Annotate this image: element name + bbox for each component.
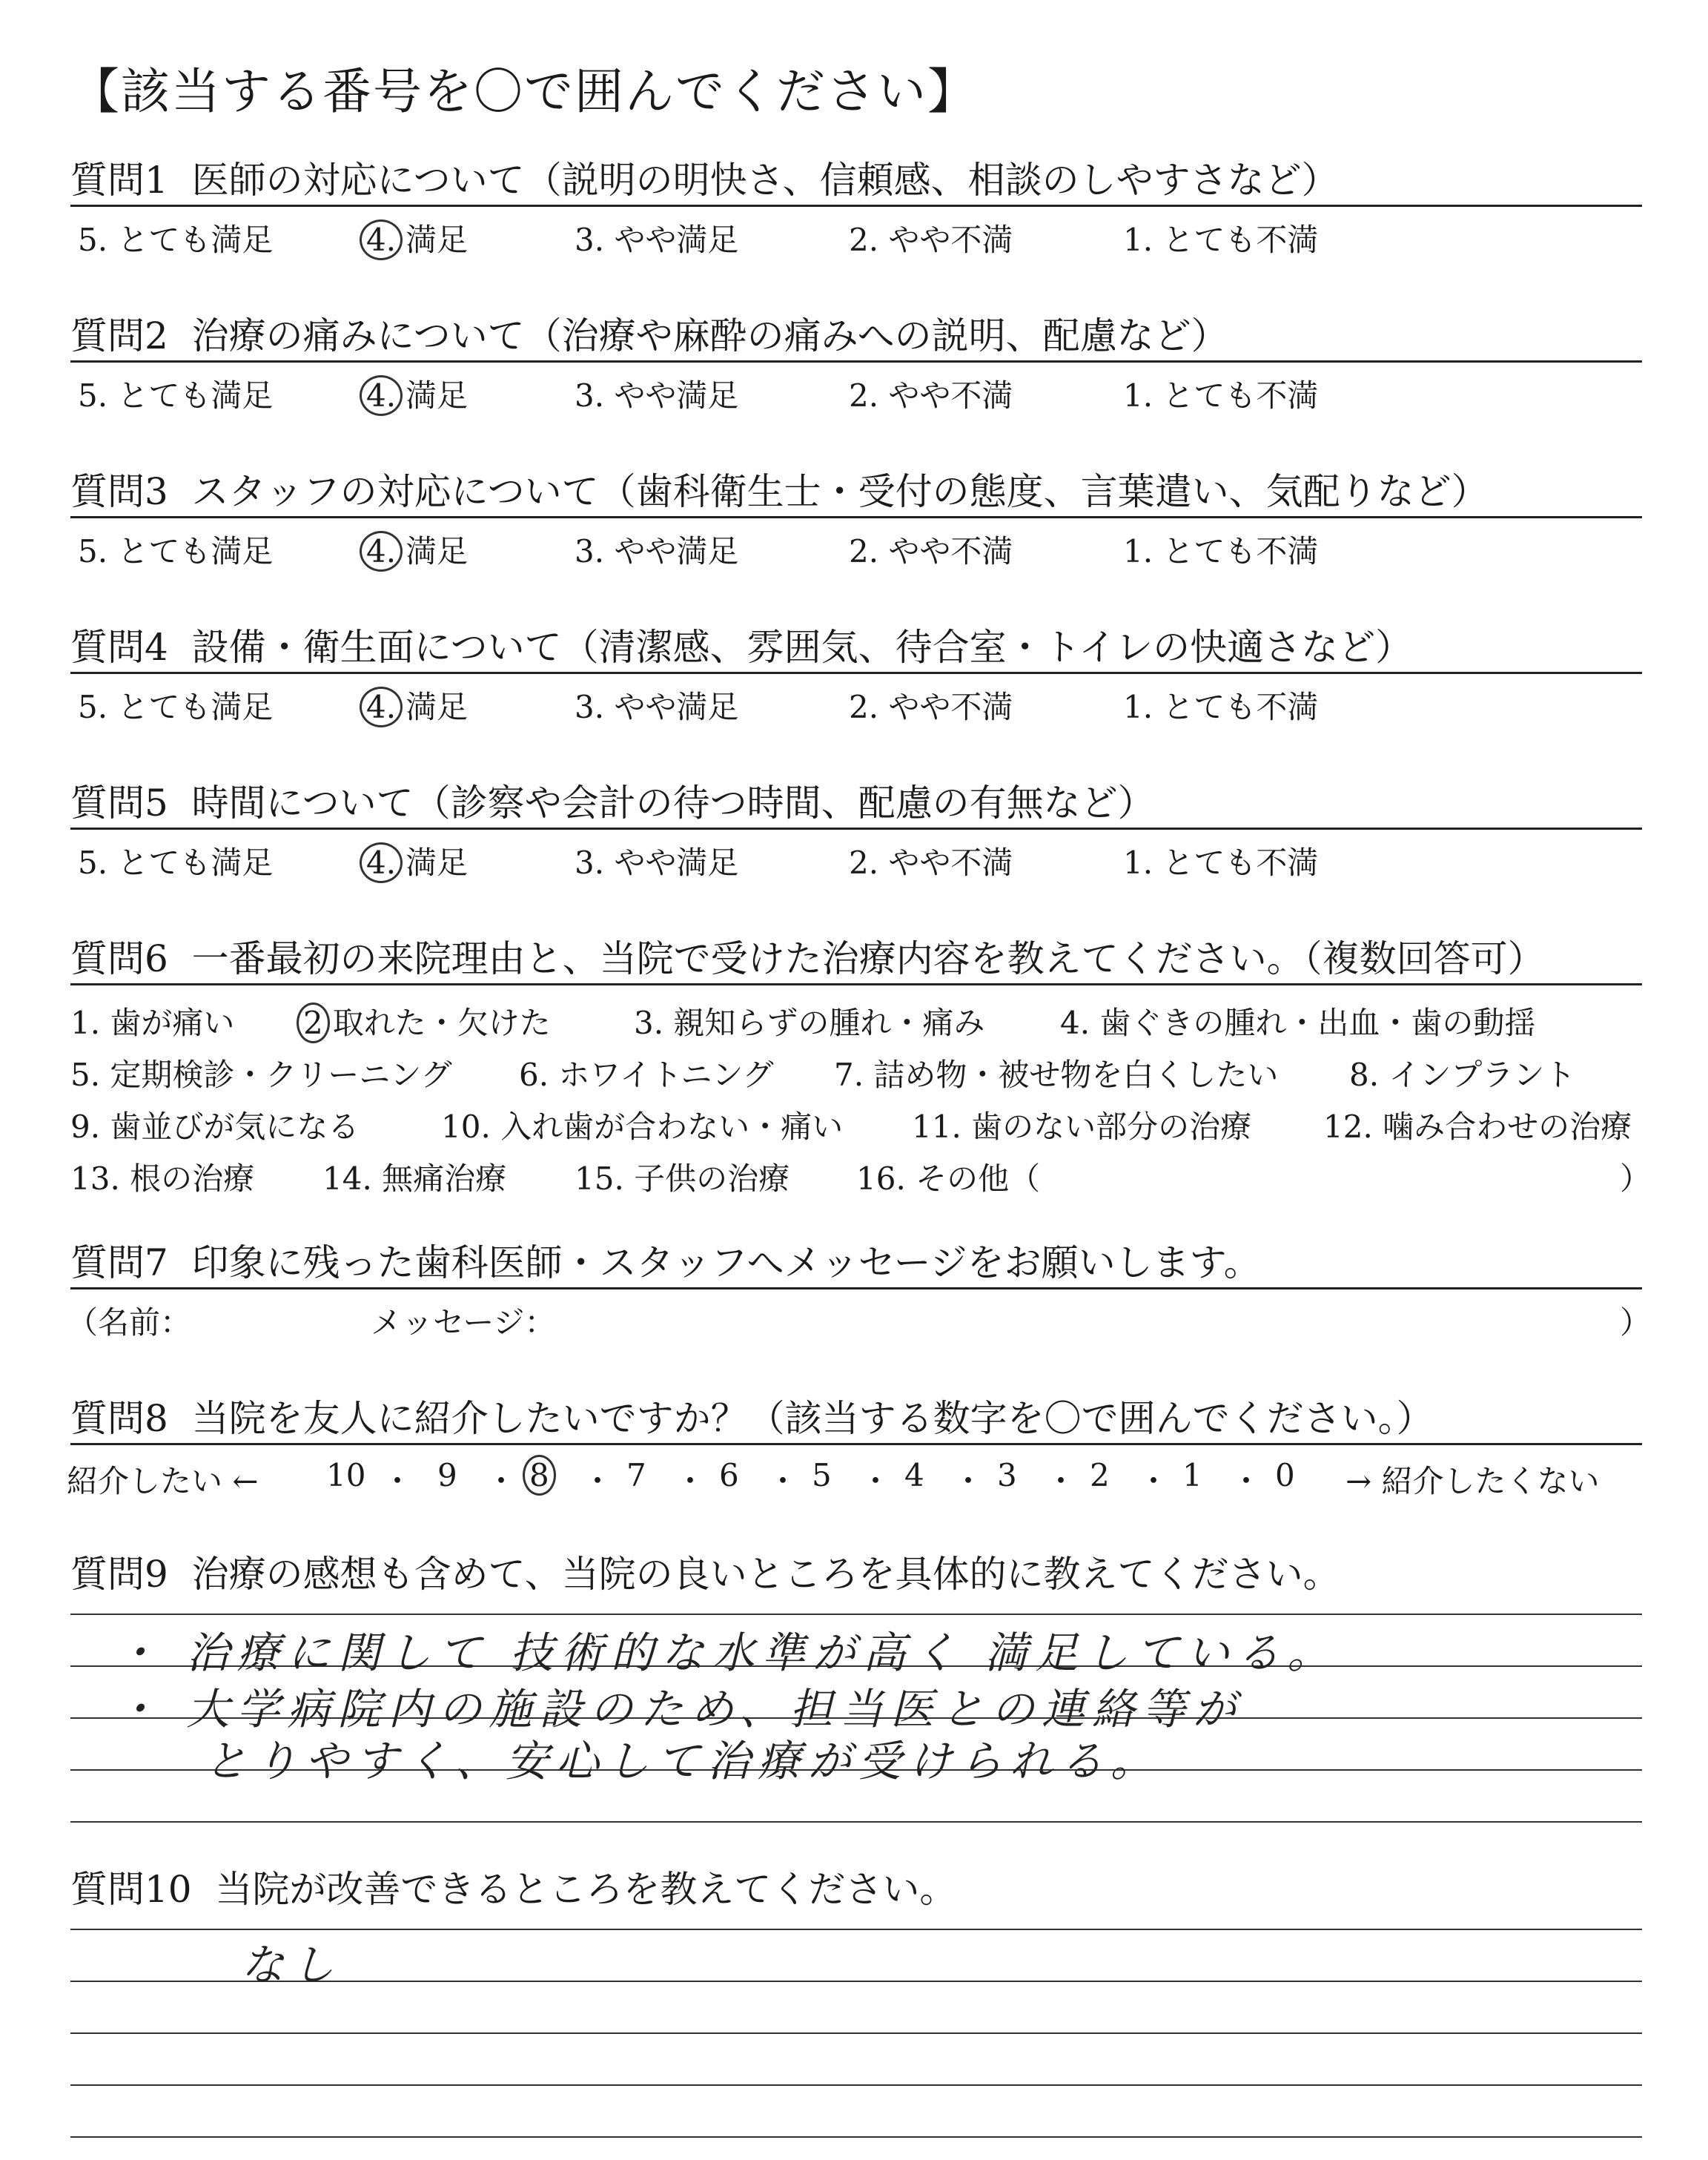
scale-dot: ・ <box>1138 1463 1170 1499</box>
scale-10[interactable]: 10 <box>326 1457 366 1493</box>
question-4 <box>70 623 1642 726</box>
option-2[interactable]: 2. やや不満 <box>849 689 1013 725</box>
option-3[interactable]: 3. やや満足 <box>575 222 739 258</box>
option-14[interactable]: 14. 無痛治療 <box>322 1160 507 1197</box>
option-2[interactable]: 2. やや不満 <box>849 377 1013 414</box>
scale-2[interactable]: 2 <box>1090 1457 1110 1493</box>
question-7 <box>67 1238 1652 1341</box>
option-7[interactable]: 7. 詰め物・被せ物を白くしたい <box>834 1057 1279 1093</box>
option-3[interactable]: 3. やや満足 <box>575 533 739 569</box>
scale-dot: ・ <box>953 1463 984 1499</box>
scale-dot: ・ <box>582 1463 614 1499</box>
options-row <box>70 363 1642 415</box>
option-10[interactable]: 10. 入れ歯が合わない・痛い <box>441 1109 844 1145</box>
option-2[interactable]: 2. やや不満 <box>849 845 1013 881</box>
answer-lines <box>70 1599 1642 1895</box>
scale-dot: ・ <box>1231 1463 1262 1499</box>
option-8[interactable]: 8. インプラント <box>1349 1057 1576 1093</box>
question-heading: 質問4 設備・衛生面について（清潔感、雰囲気、待合室・トイレの快適さなど） <box>70 626 1413 669</box>
option-1[interactable]: 1. とても不満 <box>1123 845 1319 881</box>
scale-5[interactable]: 5 <box>812 1457 832 1493</box>
scale-dot: ・ <box>860 1463 892 1499</box>
question-heading: 質問10 当院が改善できるところを教えてください。 <box>70 1868 957 1911</box>
option-3[interactable]: 3. 親知らずの腫れ・痛み <box>634 1005 985 1041</box>
question-5 <box>70 779 1642 882</box>
options-row <box>70 674 1642 726</box>
option-11[interactable]: 11. 歯のない部分の治療 <box>912 1109 1252 1145</box>
option-3[interactable]: 3. やや満足 <box>575 845 739 881</box>
message-label: メッセージ： <box>371 1304 556 1341</box>
option-6[interactable]: 6. ホワイトニング <box>519 1057 774 1093</box>
question-10 <box>70 1865 1642 2151</box>
option-2-selected[interactable]: 2 取れた・欠けた <box>297 999 551 1043</box>
message-row <box>67 1289 1652 1341</box>
rule-line <box>70 2032 1642 2034</box>
scale-left-label: 紹介したい ← <box>67 1463 259 1499</box>
question-heading: 質問9 治療の感想も含めて、当院の良いところを具体的に教えてください。 <box>70 1553 1340 1596</box>
scale-8-selected[interactable]: 8 <box>523 1457 559 1493</box>
question-heading: 質問2 治療の痛みについて（治療や麻酔の痛みへの説明、配慮など） <box>70 314 1228 357</box>
option-1[interactable]: 1. とても不満 <box>1123 222 1319 258</box>
scale-dot: ・ <box>767 1463 799 1499</box>
option-5[interactable]: 5. とても満足 <box>78 845 274 881</box>
scale-7[interactable]: 7 <box>626 1457 646 1493</box>
rule-line <box>70 2084 1642 2086</box>
handwritten-answer: なし <box>241 1940 342 1990</box>
options-row <box>70 830 1642 882</box>
scale-1[interactable]: 1 <box>1182 1457 1202 1493</box>
question-heading: 質問8 当院を友人に紹介したいですか？（該当する数字を〇で囲んでください。） <box>70 1397 1434 1440</box>
recommend-scale <box>67 1445 1642 1505</box>
option-13[interactable]: 13. 根の治療 <box>70 1160 255 1197</box>
option-5[interactable]: 5. とても満足 <box>78 222 274 258</box>
rule-line <box>70 1821 1642 1823</box>
scale-dot: ・ <box>1045 1463 1077 1499</box>
scale-dot: ・ <box>382 1463 414 1499</box>
option-5[interactable]: 5. とても満足 <box>78 377 274 414</box>
close-paren: ） <box>1620 1160 1652 1197</box>
option-1[interactable]: 1. とても不満 <box>1123 689 1319 725</box>
option-5[interactable]: 5. 定期検診・クリーニング <box>70 1057 452 1093</box>
option-5[interactable]: 5. とても満足 <box>78 689 274 725</box>
question-heading: 質問1 医師の対応について（説明の明快さ、信頼感、相談のしやすさなど） <box>70 159 1339 202</box>
close-paren: ） <box>1620 1304 1652 1341</box>
answer-lines <box>70 1914 1642 2151</box>
question-1 <box>70 156 1642 259</box>
scale-4[interactable]: 4 <box>904 1457 924 1493</box>
handwritten-answer: ・ 治療に関して 技術的な水準が高く 満足している。 <box>115 1628 1338 1678</box>
option-4-selected[interactable]: 4. 満足 <box>360 371 468 416</box>
options-grid <box>70 985 1652 1200</box>
option-2[interactable]: 2. やや不満 <box>849 222 1013 258</box>
scale-right-label: → 紹介したくない <box>1345 1463 1600 1499</box>
question-heading: 質問5 時間について（診察や会計の待つ時間、配慮の有無など） <box>70 782 1155 825</box>
options-row <box>70 207 1642 259</box>
question-heading: 質問7 印象に残った歯科医師・スタッフへメッセージをお願いします。 <box>70 1241 1261 1284</box>
option-2[interactable]: 2. やや不満 <box>849 533 1013 569</box>
option-4-selected[interactable]: 4. 満足 <box>360 839 468 883</box>
option-16-other[interactable]: 16. その他（ <box>856 1160 1041 1197</box>
rule-line <box>70 2136 1642 2138</box>
option-4-selected[interactable]: 4. 満足 <box>360 683 468 727</box>
handwritten-answer: ・ 大学病院内の施設のため、担当医との連絡等が <box>115 1684 1244 1734</box>
rule-line <box>70 1614 1642 1615</box>
question-8 <box>67 1394 1642 1505</box>
question-2 <box>70 311 1642 415</box>
scale-dot: ・ <box>486 1463 517 1499</box>
scale-0[interactable]: 0 <box>1275 1457 1295 1493</box>
option-1[interactable]: 1. とても不満 <box>1123 533 1319 569</box>
option-3[interactable]: 3. やや満足 <box>575 377 739 414</box>
handwritten-answer: とりやすく、安心して治療が受けられる。 <box>204 1736 1161 1786</box>
scale-dot: ・ <box>675 1463 706 1499</box>
option-1[interactable]: 1. とても不満 <box>1123 377 1319 414</box>
option-1[interactable]: 1. 歯が痛い <box>70 1005 235 1041</box>
option-4-selected[interactable]: 4. 満足 <box>360 216 468 260</box>
scale-3[interactable]: 3 <box>997 1457 1017 1493</box>
question-6 <box>70 934 1652 1200</box>
question-9 <box>70 1550 1642 1895</box>
option-4-selected[interactable]: 4. 満足 <box>360 527 468 572</box>
form-title: 【該当する番号を〇で囲んでください】 <box>70 63 978 120</box>
option-12[interactable]: 12. 噛み合わせの治療 <box>1323 1109 1632 1145</box>
scale-9[interactable]: 9 <box>437 1457 457 1493</box>
scale-6[interactable]: 6 <box>719 1457 739 1493</box>
name-label: （名前： <box>67 1304 192 1341</box>
option-3[interactable]: 3. やや満足 <box>575 689 739 725</box>
question-heading: 質問3 スタッフの対応について（歯科衛生士・受付の態度、言葉遣い、気配りなど） <box>70 470 1489 513</box>
question-heading: 質問6 一番最初の来院理由と、当院で受けた治療内容を教えてください。（複数回答可） <box>70 937 1545 980</box>
question-3 <box>70 467 1642 570</box>
option-15[interactable]: 15. 子供の治療 <box>575 1160 790 1197</box>
option-4[interactable]: 4. 歯ぐきの腫れ・出血・歯の動揺 <box>1060 1005 1536 1041</box>
options-row <box>70 518 1642 570</box>
option-9[interactable]: 9. 歯並びが気になる <box>70 1109 360 1145</box>
option-5[interactable]: 5. とても満足 <box>78 533 274 569</box>
